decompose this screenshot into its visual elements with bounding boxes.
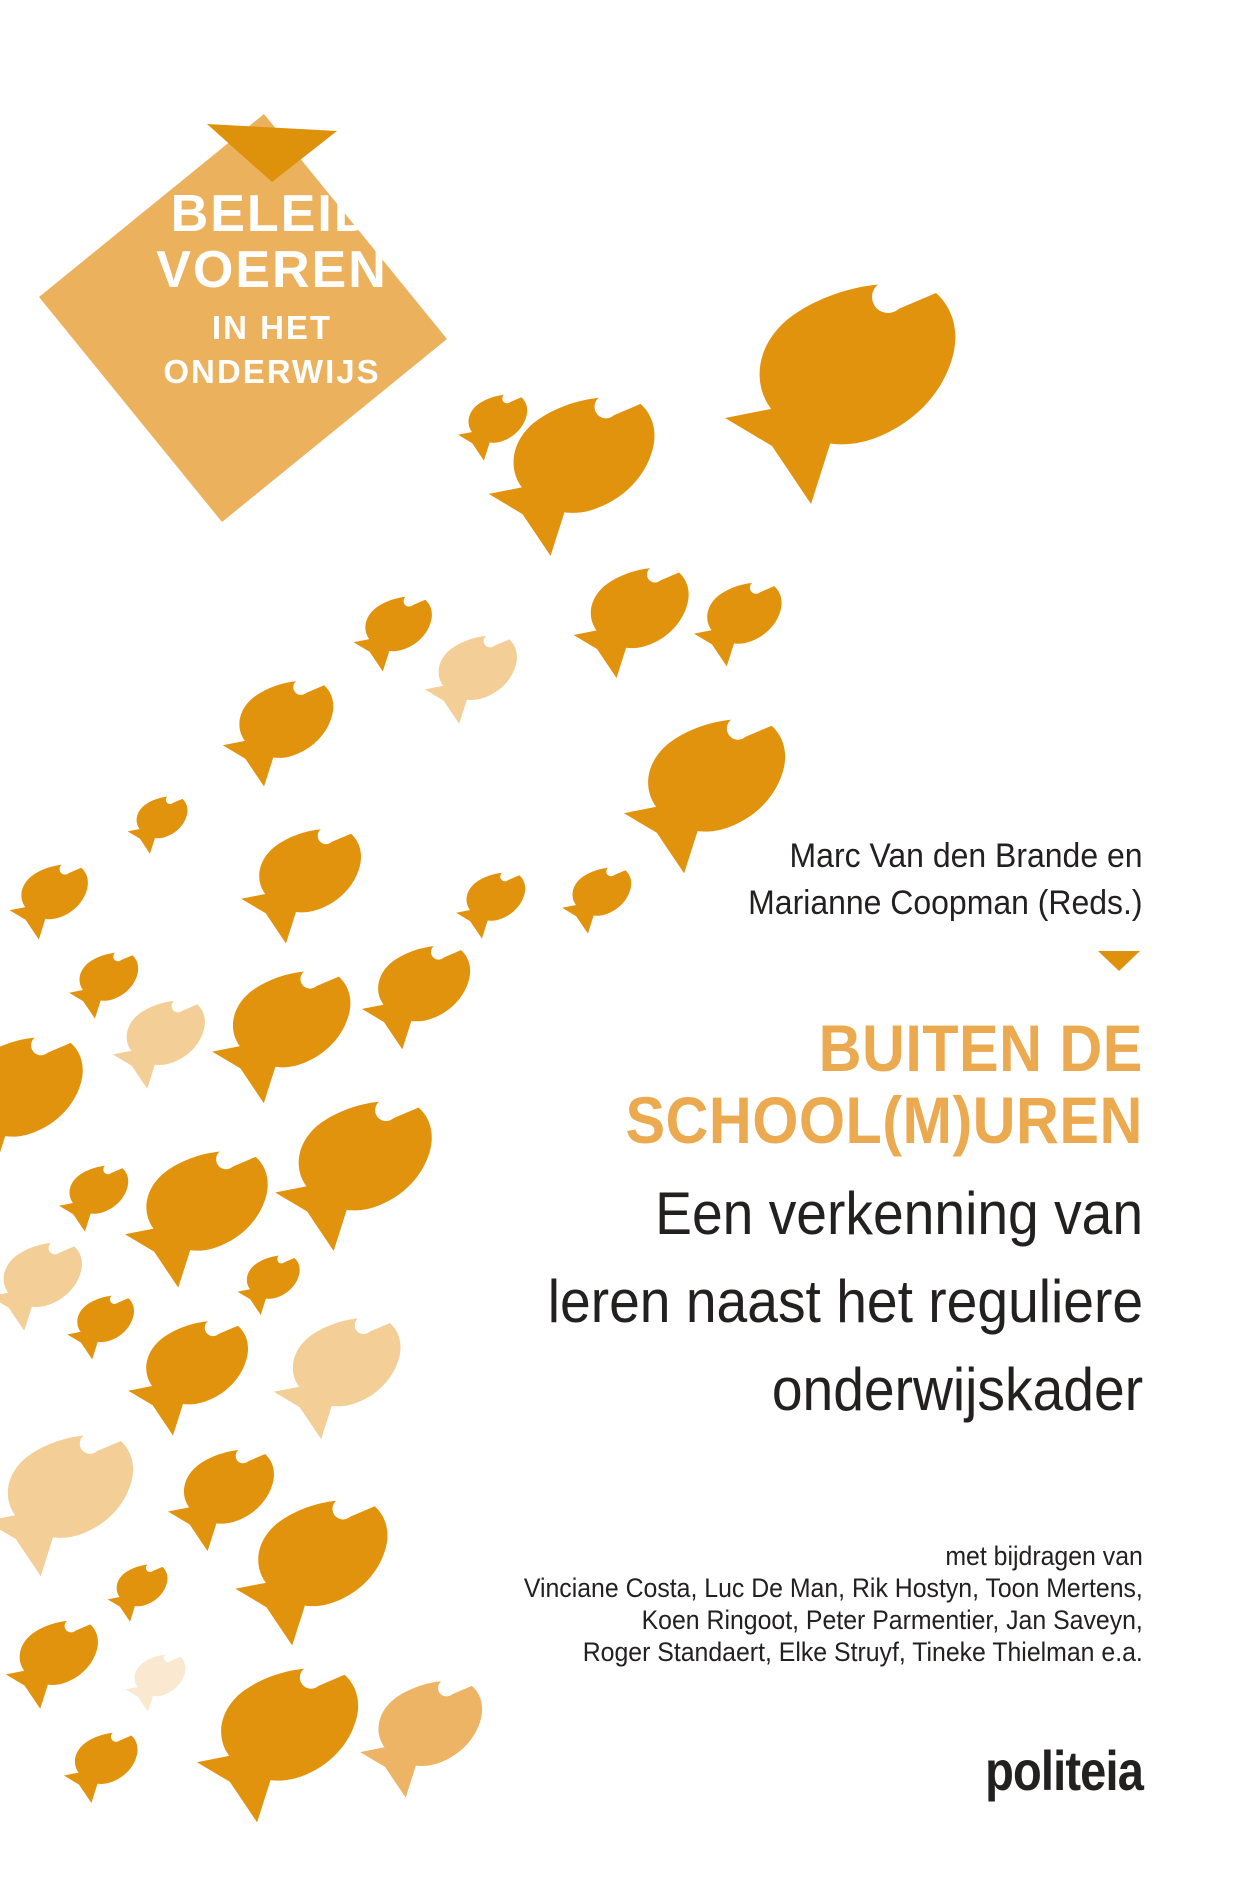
title-line: SCHOOL(M)UREN bbox=[625, 1083, 1143, 1157]
contributors-line: Vinciane Costa, Luc De Man, Rik Hostyn, Toon Mertens, bbox=[523, 1573, 1143, 1603]
subtitle-line: leren naast het reguliere bbox=[547, 1268, 1143, 1335]
fish-icon bbox=[223, 680, 334, 787]
fish-icon bbox=[125, 1149, 268, 1287]
fish-icon bbox=[354, 596, 432, 672]
author-line: Marianne Coopman (Reds.) bbox=[748, 884, 1143, 922]
fish-icon bbox=[6, 1620, 98, 1709]
fish-icon bbox=[237, 1255, 299, 1315]
badge-line: BELEID bbox=[170, 185, 374, 243]
authors bbox=[749, 833, 1143, 927]
publisher-logo: politeia bbox=[985, 1739, 1143, 1802]
title-line: BUITEN DE bbox=[818, 1011, 1143, 1085]
contributors-line: Roger Standaert, Elke Struyf, Tineke Thielman e.a. bbox=[582, 1637, 1143, 1667]
fish-icon bbox=[0, 1433, 133, 1576]
fish-icon bbox=[10, 864, 88, 940]
series-badge bbox=[82, 186, 462, 394]
fish-icon bbox=[725, 281, 955, 504]
fish-icon bbox=[197, 1666, 358, 1822]
fish-icon bbox=[128, 1319, 248, 1435]
contributors-intro: met bijdragen van bbox=[945, 1541, 1143, 1571]
book-subtitle bbox=[548, 1170, 1143, 1434]
fish-icon bbox=[274, 1316, 401, 1439]
contributors bbox=[524, 1540, 1143, 1668]
fish-icon bbox=[59, 1165, 128, 1232]
fish-icon bbox=[456, 872, 525, 939]
title-accent-triangle-icon bbox=[1098, 951, 1140, 971]
contributors-line: Koen Ringoot, Peter Parmentier, Jan Saveyn, bbox=[641, 1605, 1143, 1635]
fish-icon bbox=[128, 796, 188, 854]
fish-icon bbox=[67, 1295, 134, 1360]
fish-icon bbox=[562, 867, 631, 934]
subtitle-line: Een verkenning van bbox=[655, 1180, 1143, 1247]
badge-line: ONDERWIJS bbox=[163, 353, 381, 390]
fish-icon bbox=[275, 1099, 432, 1251]
fish-icon bbox=[108, 1564, 168, 1622]
fish-icon bbox=[0, 1035, 83, 1173]
fish-icon bbox=[694, 582, 782, 667]
fish-icon bbox=[168, 1449, 274, 1552]
fish-icon bbox=[235, 1498, 387, 1645]
author-line: Marc Van den Brande en bbox=[790, 837, 1143, 875]
fish-icon bbox=[113, 1000, 205, 1089]
fish-icon bbox=[126, 1654, 186, 1712]
subtitle-line: onderwijskader bbox=[771, 1356, 1143, 1423]
book-title bbox=[626, 1012, 1143, 1156]
fish-icon bbox=[241, 827, 361, 943]
fish-icon bbox=[425, 635, 517, 724]
badge-line: VOEREN bbox=[156, 241, 388, 299]
fish-icon bbox=[0, 1242, 82, 1331]
fish-icon bbox=[69, 952, 138, 1019]
fish-icon bbox=[64, 1732, 138, 1803]
fish-icon bbox=[574, 567, 689, 679]
badge-line: IN HET bbox=[211, 309, 333, 346]
fish-icon bbox=[212, 969, 350, 1103]
fish-icon bbox=[362, 945, 470, 1050]
fish-icon bbox=[360, 1679, 482, 1797]
